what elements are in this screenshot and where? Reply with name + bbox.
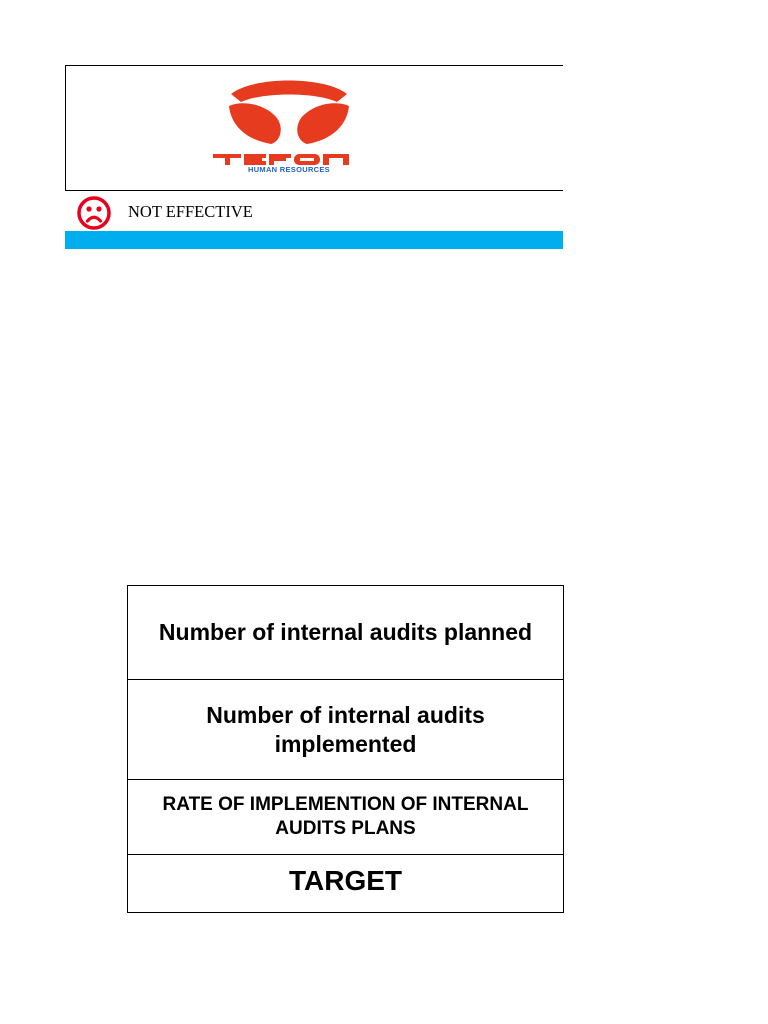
status-label: NOT EFFECTIVE	[128, 202, 253, 221]
kpi-row-audits-implemented: Number of internal audits implemented	[128, 680, 563, 780]
accent-bar	[65, 231, 563, 249]
sad-face-icon	[77, 196, 111, 230]
status-row	[75, 195, 555, 229]
kpi-row-implementation-rate: RATE OF IMPLEMENTION OF INTERNAL AUDITS PLANS	[128, 780, 563, 855]
kpi-table	[127, 585, 564, 913]
kpi-row-target: TARGET	[288, 865, 403, 896]
tefon-logo	[213, 78, 365, 178]
brand-subtitle: HUMAN RESOURCES	[247, 165, 330, 174]
kpi-row-audits-planned: Number of internal audits planned	[128, 586, 563, 680]
